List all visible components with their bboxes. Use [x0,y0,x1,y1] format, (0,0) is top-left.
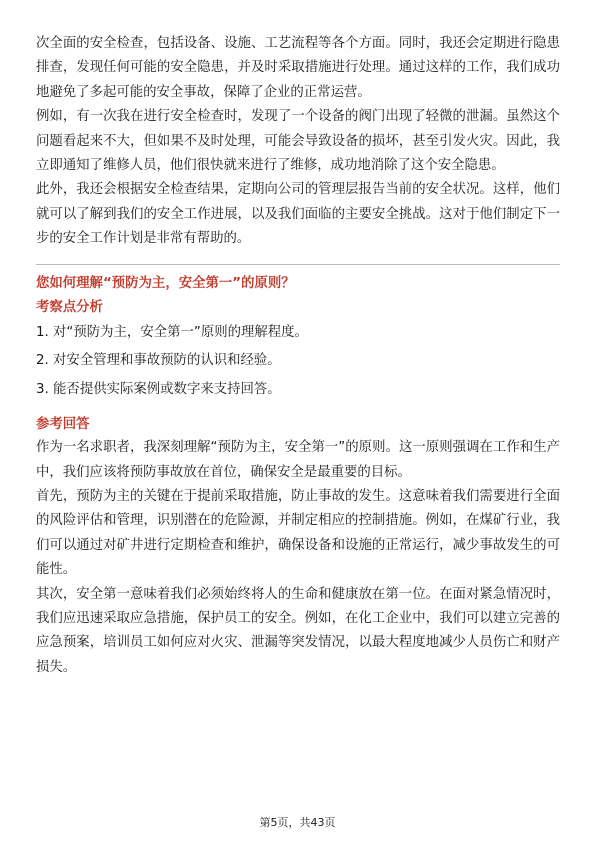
page-number: 第5页，共43页 [259,816,336,829]
body-paragraph: 次全面的安全检查，包括设备、设施、工艺流程等各个方面。同时，我还会定期进行隐患排查，发现任何可能的安全隐患，并及时采取措施进行处理。通过这样的工作，我们成功地避免了多起可能的安全事故，保障了企业的正常运营。 [36,36,560,100]
question-heading: 您如何理解“预防为主，安全第一”的原则？ [36,275,295,291]
document-page [36,32,560,680]
list-item: 3. 能否提供实际案例或数字来支持回答。 [36,381,281,397]
analysis-heading: 考察点分析 [36,299,103,315]
spacer [36,404,560,414]
list-item: 2. 对安全管理和事故预防的认识和经验。 [36,353,281,369]
list-item: 1. 对“预防为主，安全第一”原则的理解程度。 [36,324,308,340]
section-divider [36,264,560,265]
body-paragraph: 此外，我还会根据安全检查结果，定期向公司的管理层报告当前的安全状况。这样，他们就可以了解到我们的安全工作进展，以及我们面临的主要安全挑战。这对于他们制定下一步的安全工作计划是非常有帮助的。 [36,182,560,247]
answer-paragraph: 其次，安全第一意味着我们必须始终将人的生命和健康放在第一位。在面对紧急情况时，我们应迅速采取应急措施，保护员工的安全。例如，在化工企业中，我们可以建立完善的应急预案，培训员工如何应对火灾、泄漏等突发情况，以最大程度地减少人员伤亡和财产损失。 [36,586,560,675]
body-paragraph: 例如，有一次我在进行安全检查时，发现了一个设备的阀门出现了轻微的泄漏。虽然这个问题看起来不大，但如果不及时处理，可能会导致设备的损坏，甚至引发火灾。因此，我立即通知了维修人员，他们很快就来进行了维修，成功地消除了这个安全隐患。 [36,109,560,174]
answer-paragraph: 作为一名求职者，我深刻理解“预防为主，安全第一”的原则。这一原则强调在工作和生产中，我们应该将预防事故放在首位，确保安全是最重要的目标。 [36,440,560,480]
answer-heading: 参考回答 [36,417,90,433]
analysis-list [36,319,560,405]
answer-paragraph: 首先，预防为主的关键在于提前采取措施，防止事故的发生。这意味着我们需要进行全面的风险评估和管理，识别潜在的危险源，并制定相应的控制措施。例如，在煤矿行业，我们可以通过对矿井进行定期检查和维护，确保设备和设施的正常运行，减少事故发生的可能性。 [36,488,560,578]
